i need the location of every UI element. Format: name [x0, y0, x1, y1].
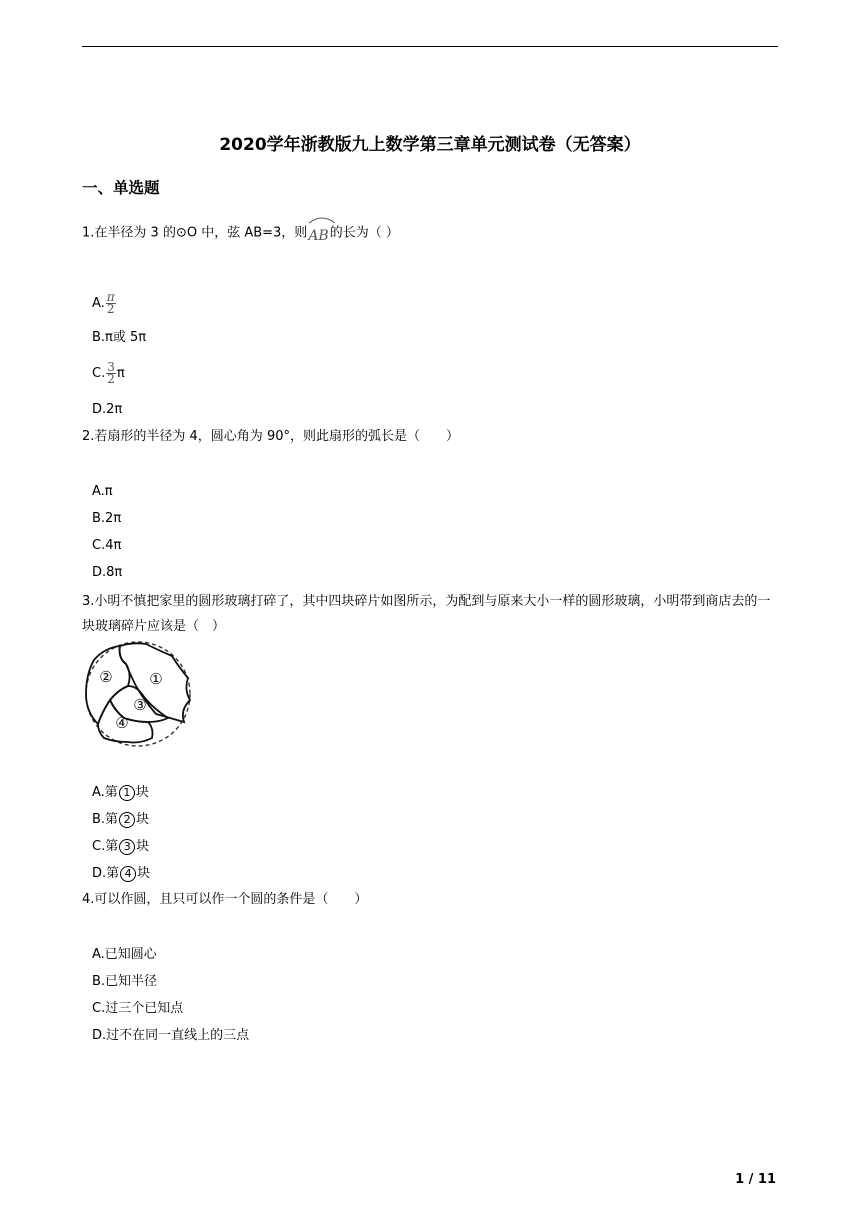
option-suffix: 块: [137, 866, 151, 881]
question-4-option-c: C.过三个已知点: [92, 1001, 184, 1016]
option-prefix: C.第: [92, 839, 119, 854]
question-1-option-d: D.2π: [92, 402, 123, 417]
question-2-option-c: C.4π: [92, 538, 122, 553]
question-1-option-a: [92, 290, 117, 316]
arc-label: AB: [308, 228, 329, 244]
question-3-stem: 3.小明不慎把家里的圆形玻璃打碎了，其中四块碎片如图所示，为配到与原来大小一样的圆形玻璃，小明带到商店去的一块玻璃碎片应该是（ ）: [82, 594, 771, 634]
fragment-label-4: ④: [115, 714, 129, 732]
question-1-stem-after: 的长为（ ）: [329, 225, 399, 241]
document-title: 2020学年浙教版九上数学第三章单元测试卷（无答案）: [219, 135, 641, 155]
option-prefix: B.第: [92, 812, 119, 827]
option-prefix: A.第: [92, 785, 118, 800]
section-heading: 一、单选题: [82, 179, 160, 197]
option-suffix: 块: [136, 839, 150, 854]
question-2-option-a: A.π: [92, 484, 113, 499]
circled-number-2: 2: [119, 812, 135, 828]
question-3-option-c: [92, 838, 149, 856]
fragment-label-1: ①: [149, 670, 163, 688]
fragment-label-2: ②: [99, 668, 113, 686]
question-4-stem: 4.可以作圆，且只可以作一个圆的条件是（ ）: [82, 892, 368, 907]
fraction-denominator: 2: [106, 302, 115, 316]
option-c-prefix: C.: [92, 366, 106, 381]
question-3-option-a: [92, 784, 149, 802]
glass-fragments-diagram: [80, 638, 196, 750]
option-a-prefix: A.: [92, 296, 105, 311]
option-c-suffix: π: [116, 366, 125, 381]
question-4-option-d: D.过不在同一直线上的三点: [92, 1028, 250, 1043]
fraction-numerator: 3: [107, 360, 115, 374]
arc-mark-icon: [308, 216, 336, 224]
arc-ab-symbol: [308, 218, 328, 248]
question-1-option-c: [92, 360, 125, 386]
circled-number-4: 4: [120, 866, 136, 882]
option-prefix: D.第: [92, 866, 120, 881]
original-circle-outline: [86, 642, 190, 746]
broken-glass-figure: [80, 638, 196, 754]
question-1-stem-before: 1.在半径为 3 的⊙O 中，弦 AB=3，则: [82, 225, 308, 241]
question-4-option-a: A.已知圆心: [92, 947, 157, 962]
header-rule: [82, 46, 778, 47]
circled-number-1: 1: [119, 785, 135, 801]
question-2-stem: 2.若扇形的半径为 4，圆心角为 90°，则此扇形的弧长是（ ）: [82, 429, 459, 444]
question-2-option-b: B.2π: [92, 511, 122, 526]
question-3-option-b: [92, 811, 149, 829]
option-suffix: 块: [135, 785, 149, 800]
fragment-label-3: ③: [133, 696, 147, 714]
fraction-denominator: 2: [107, 372, 115, 386]
question-4-option-b: B.已知半径: [92, 974, 158, 989]
option-suffix: 块: [136, 812, 150, 827]
question-1-option-b: B.π或 5π: [92, 330, 147, 345]
fraction-pi-over-2: [106, 292, 116, 315]
circled-number-3: 3: [119, 839, 135, 855]
question-2-option-d: D.8π: [92, 565, 123, 580]
question-1-stem: [82, 218, 778, 248]
page-number: 1 / 11: [735, 1172, 776, 1187]
fraction-numerator: π: [106, 290, 115, 304]
fraction-3-over-2: [106, 362, 116, 385]
question-3-option-d: [92, 865, 150, 883]
